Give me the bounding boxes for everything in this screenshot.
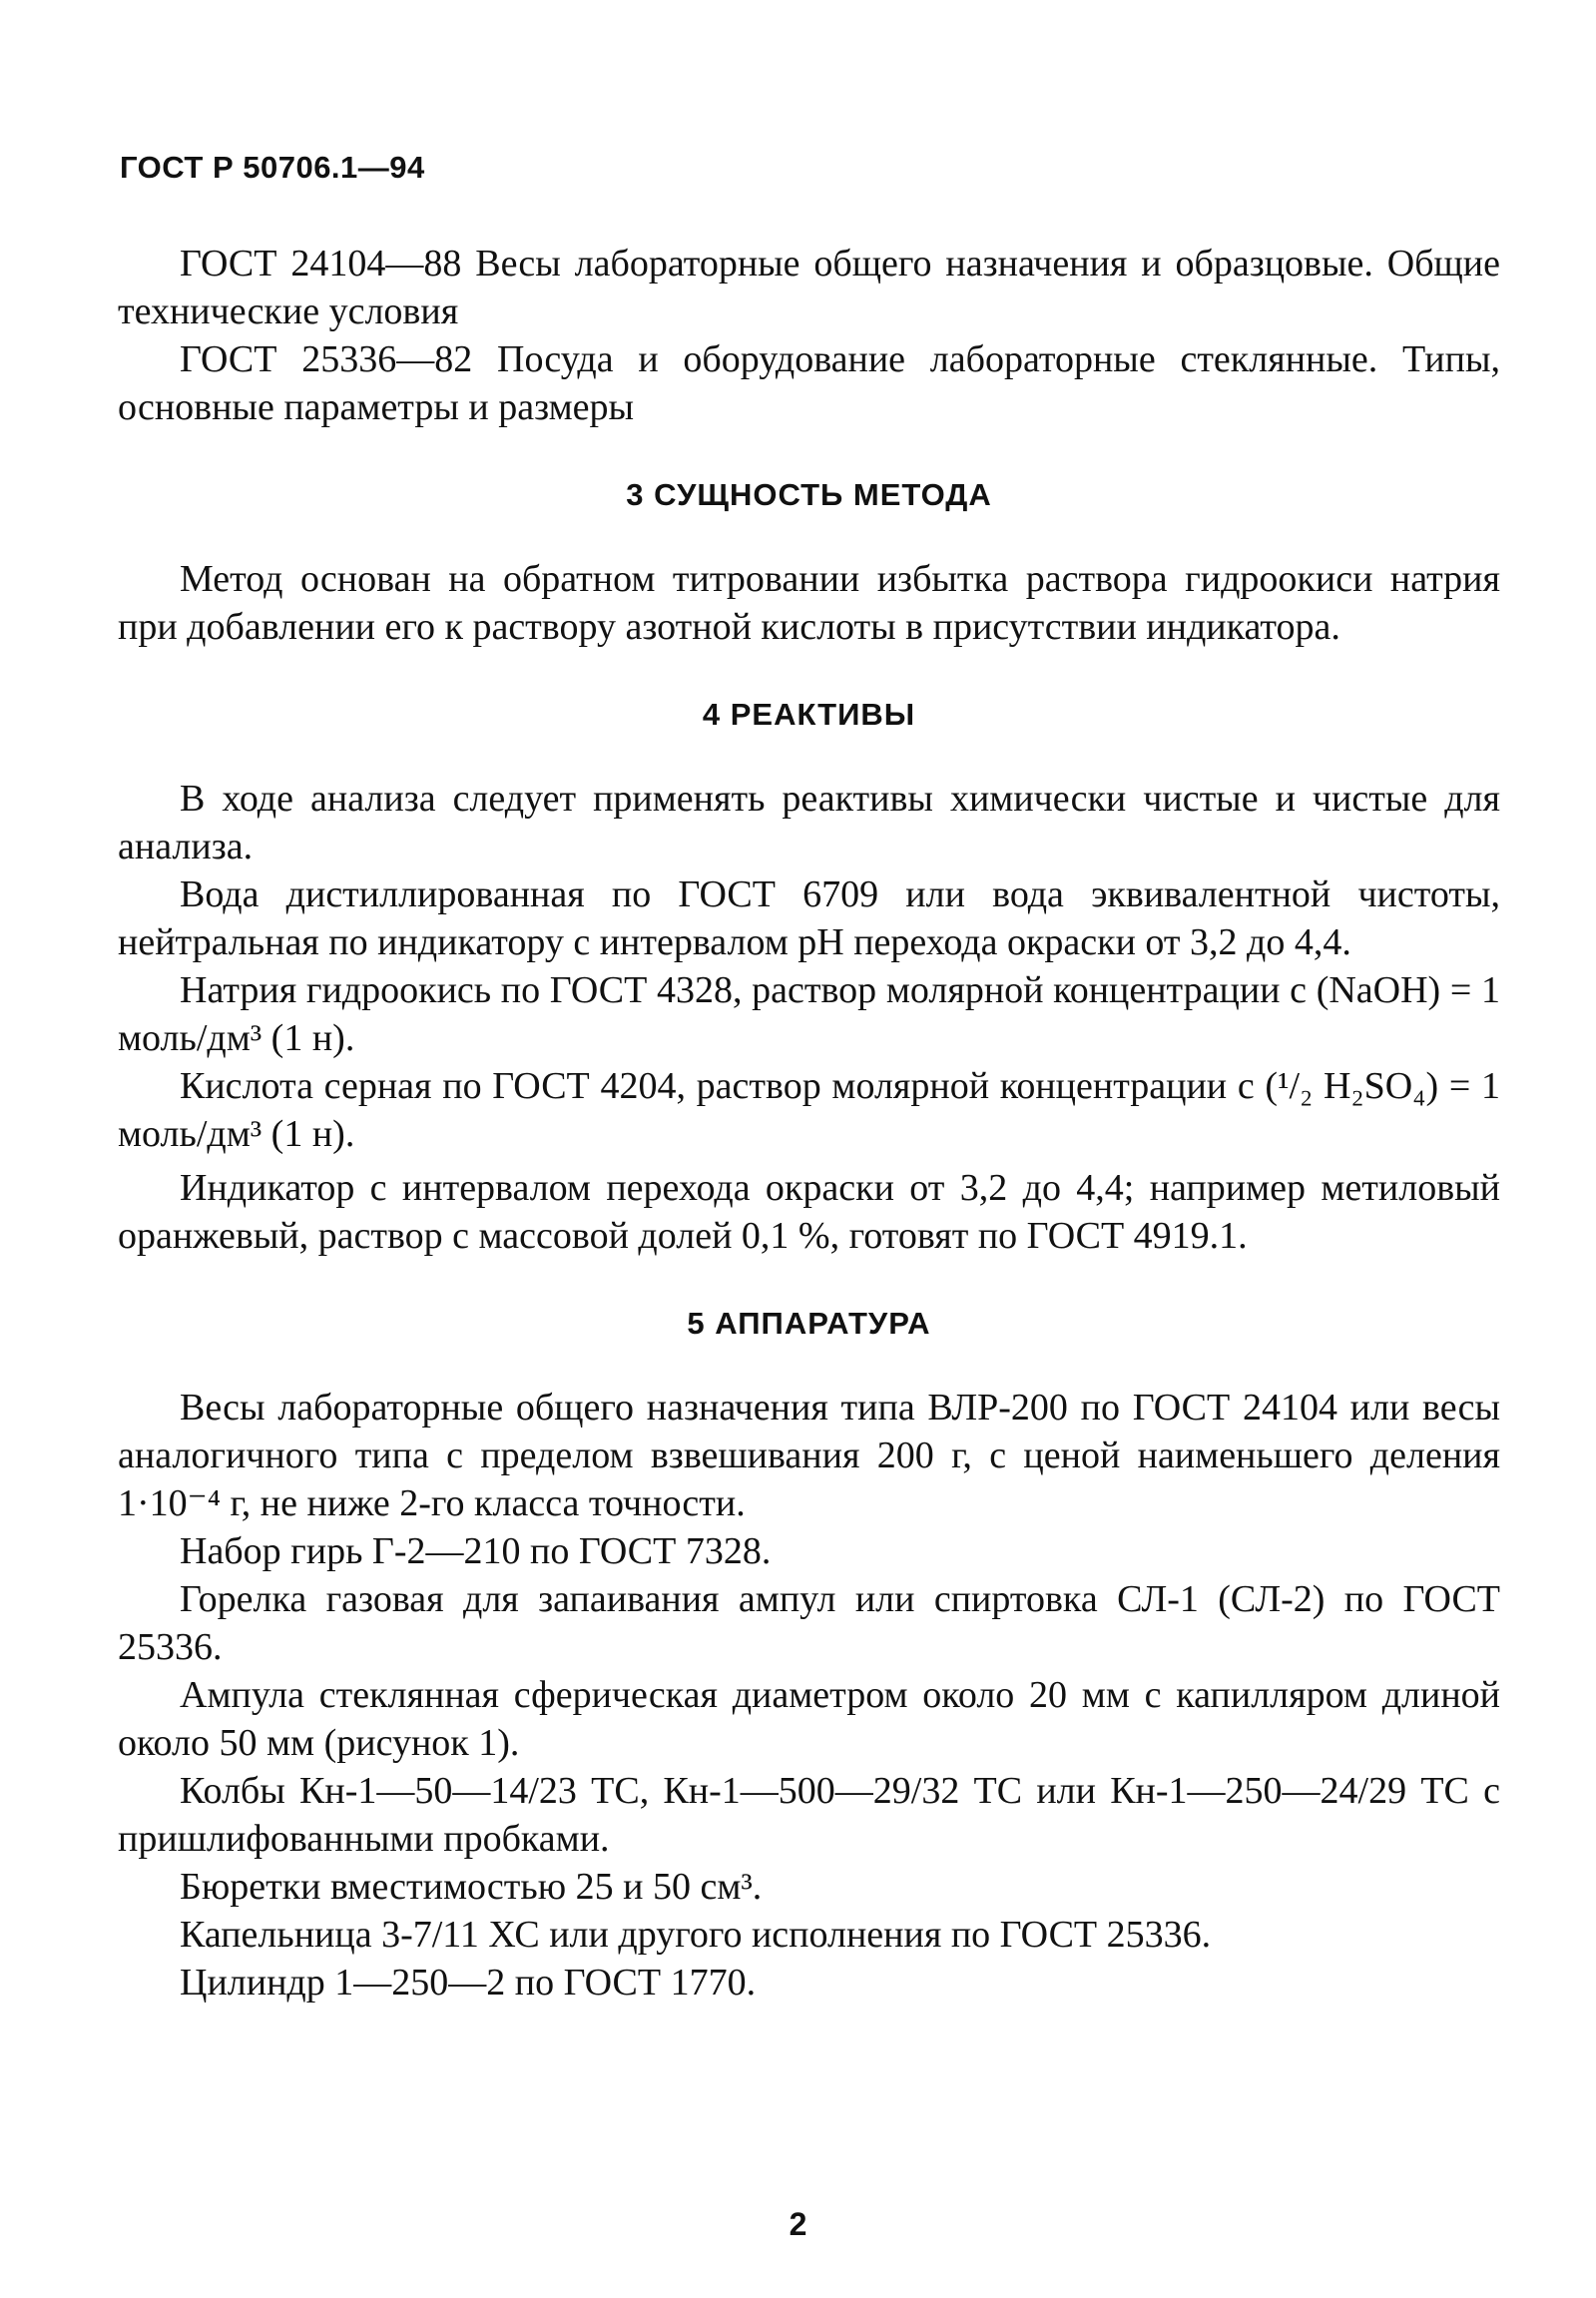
page-number: 2 — [789, 2206, 807, 2242]
section-5-paragraph-3: Горелка газовая для запаивания ампул или спиртовка СЛ-1 (СЛ-2) по ГОСТ 25336. — [118, 1578, 1500, 1668]
document-body — [118, 240, 1500, 2007]
section-5-paragraph-6: Бюретки вместимостью 25 и 50 см³. — [180, 1866, 763, 1908]
section-5-paragraph-2: Набор гирь Г-2—210 по ГОСТ 7328. — [180, 1530, 772, 1572]
document-code-header: ГОСТ Р 50706.1—94 — [120, 150, 425, 185]
section-3-paragraph: Метод основан на обратном титровании избытка раствора гидроокиси натрия при добавлении его к раствору азотной кислоты в присутствии индикатора. — [118, 558, 1500, 648]
section-4-paragraph-4: Кислота серная по ГОСТ 4204, раствор молярной концентрации c (¹/₂ H₂SO₄) = 1 моль/дм³ (1 н). — [118, 1065, 1500, 1155]
reference-gost-24104: ГОСТ 24104—88 Весы лабораторные общего назначения и образцовые. Общие технические условия — [118, 243, 1500, 332]
section-5-paragraph-8: Цилиндр 1—250—2 по ГОСТ 1770. — [180, 1962, 757, 2004]
section-5-title: 5 АППАРАТУРА — [687, 1306, 931, 1341]
section-4-paragraph-2: Вода дистиллированная по ГОСТ 6709 или вода эквивалентной чистоты, нейтральная по индикатору с интервалом рН перехода окраски от 3,2 до 4,4. — [118, 873, 1500, 963]
section-5-paragraph-5: Колбы Кн-1—50—14/23 ТС, Кн-1—500—29/32 ТС или Кн-1—250—24/29 ТС с пришлифованными пробками. — [118, 1770, 1500, 1860]
section-4-title: 4 РЕАКТИВЫ — [702, 697, 916, 732]
section-4-paragraph-1: В ходе анализа следует применять реактивы химически чистые и чистые для анализа. — [118, 778, 1500, 867]
section-4-paragraph-5: Индикатор с интервалом перехода окраски от 3,2 до 4,4; например метиловый оранжевый, раствор с массовой долей 0,1 %, готовят по ГОСТ 4919.1. — [118, 1167, 1500, 1257]
section-3-title: 3 СУЩНОСТЬ МЕТОДА — [626, 477, 992, 512]
section-4-paragraph-3: Натрия гидроокись по ГОСТ 4328, раствор молярной концентрации c (NaOH) = 1 моль/дм³ (1 н). — [118, 969, 1500, 1059]
reference-gost-25336: ГОСТ 25336—82 Посуда и оборудование лабораторные стеклянные. Типы, основные параметры и размеры — [118, 338, 1500, 428]
section-5-paragraph-1: Весы лабораторные общего назначения типа ВЛР-200 по ГОСТ 24104 или весы аналогичного типа с пределом взвешивания 200 г, с ценой наименьшего деления 1·10⁻⁴ г, не ниже 2-го класса точности. — [118, 1387, 1500, 1524]
section-5-paragraph-4: Ампула стеклянная сферическая диаметром около 20 мм с капилляром длиной около 50 мм (рисунок 1). — [118, 1674, 1500, 1764]
section-5-paragraph-7: Капельница 3-7/11 ХС или другого исполнения по ГОСТ 25336. — [180, 1914, 1212, 1956]
